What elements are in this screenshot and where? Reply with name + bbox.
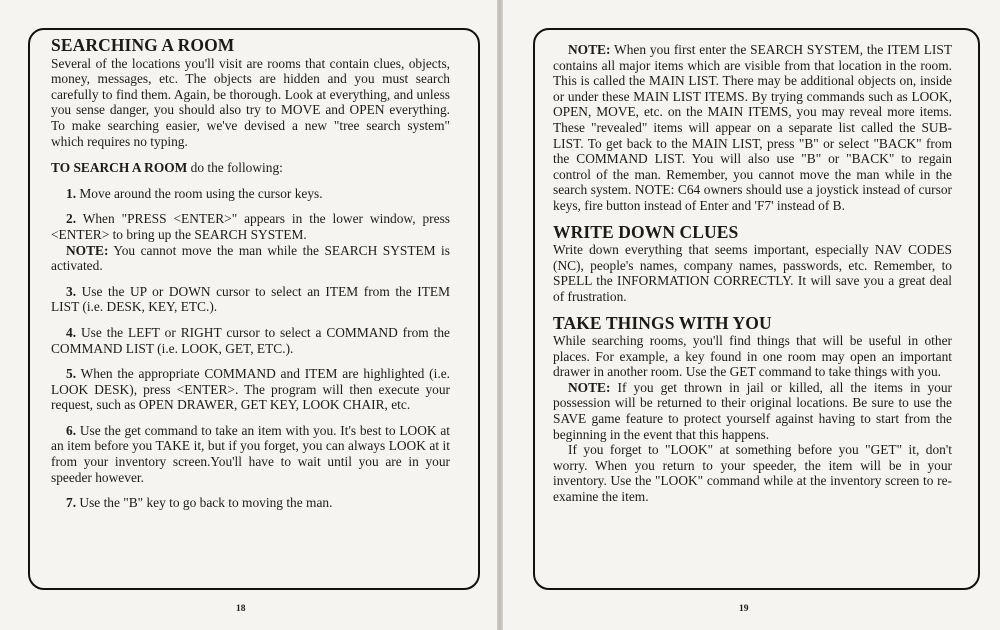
step-text: Use the get command to take an item with you. It's best to LOOK at an item before you TAKE it, but if you forget, you can always LOOK at it from your inventory screen.You'll have to wait until you are in your speeder however. xyxy=(51,422,450,485)
step-3 xyxy=(51,284,450,315)
step-1 xyxy=(51,186,450,202)
step-4 xyxy=(51,325,450,356)
intro-paragraph: Several of the locations you'll visit are rooms that contain clues, objects, money, messages, etc. The objects are hidden and you must search carefully to find them. Again, be thorough. Look at everything, and unless you sense danger, you should also try to MOVE and OPEN everything. To make searching easier, we've devised a new "tree search system" which requires no typing. xyxy=(51,55,450,149)
to-search-label: TO SEARCH A ROOM xyxy=(51,160,188,176)
clues-paragraph: Write down everything that seems important, especially NAV CODES (NC), people's names, company names, passwords, etc. Remember, to SPELL the INFORMATION CORRECTLY. It will save you a great deal of frustration. xyxy=(553,242,952,304)
heading-write-down-clues: WRITE DOWN CLUES xyxy=(553,221,739,242)
step-number: 3. xyxy=(66,283,77,299)
note-label: NOTE: xyxy=(568,42,611,57)
take-paragraph: While searching rooms, you'll find things that will be useful in other places. For example, a key found in one room may open an important drawer in another room. Use the GET command to take things with you. xyxy=(553,333,952,380)
heading-take-things-with-you: TAKE THINGS WITH YOU xyxy=(553,312,772,333)
to-search-rest: do the following: xyxy=(187,160,283,176)
step-number: 7. xyxy=(66,495,77,511)
note-jail xyxy=(553,380,952,442)
step-2 xyxy=(51,211,450,242)
step-number: 5. xyxy=(66,366,77,382)
step-text: Use the UP or DOWN cursor to select an ITEM from the ITEM LIST (i.e. DESK, KEY, ETC.). xyxy=(51,283,450,315)
left-bordered-panel xyxy=(28,28,480,590)
step-number: 2. xyxy=(66,211,77,227)
step-number: 1. xyxy=(66,185,77,201)
left-page xyxy=(0,0,497,630)
right-bordered-panel xyxy=(533,28,980,590)
note-text: You cannot move the man while the SEARCH SYSTEM is activated. xyxy=(51,242,450,274)
step-5 xyxy=(51,366,450,413)
step-6 xyxy=(51,423,450,485)
note-main-list xyxy=(553,42,952,214)
note-label: NOTE: xyxy=(66,242,109,258)
step-text: When "PRESS <ENTER>" appears in the lower window, press <ENTER> to bring up the SEARCH SYSTEM. xyxy=(51,211,450,242)
right-page xyxy=(503,0,1000,630)
heading-searching-a-room: SEARCHING A ROOM xyxy=(51,35,235,55)
step-text: Use the LEFT or RIGHT cursor to select a COMMAND from the COMMAND LIST (i.e. LOOK, GET, ETC.). xyxy=(51,324,450,356)
step-number: 6. xyxy=(66,422,77,438)
forget-paragraph: If you forget to "LOOK" at something before you "GET" it, don't worry. When you return to your speeder, the item will be in your inventory. Use the "LOOK" command while at the inventory screen to re-examine the item. xyxy=(553,442,952,505)
step-text: Use the "B" key to go back to moving the man. xyxy=(76,495,333,511)
note-text: When you first enter the SEARCH SYSTEM, the ITEM LIST contains all major items which are visible from that location in the room. This is called the MAIN LIST. There may be additional objects on, inside or under these MAIN LIST ITEMS. By trying commands such as LOOK, OPEN, MOVE, etc. on the MAIN ITEMS, you may reveal more items. These "revealed" items will appear on a separate list called the SUB-LIST. To get back to the MAIN LIST, press "B" or select "BACK" from the COMMAND LIST. You will also use "B" or "BACK" to regain control of the man. Remember, you cannot move the man while in the search system. NOTE: C64 owners should use a joystick instead of cursor keys, fire button instead of Enter and 'F7' instead of B. xyxy=(553,42,952,213)
step-number: 4. xyxy=(66,324,77,340)
step-text: Move around the room using the cursor keys. xyxy=(76,185,323,201)
page-number-19: 19 xyxy=(739,604,749,614)
note-label: NOTE: xyxy=(568,379,611,395)
step-text: When the appropriate COMMAND and ITEM are highlighted (i.e. LOOK DESK), press <ENTER>. The program will then execute your request, such as OPEN DRAWER, GET KEY, LOOK CHAIR, etc. xyxy=(51,366,450,413)
note-search-system xyxy=(51,243,450,274)
note-text: If you get thrown in jail or killed, all the items in your possession will be returned to their original locations. Be sure to use the SAVE game feature to protect yourself against having to start from the beginning in the event that this happens. xyxy=(553,379,952,442)
page-number-18: 18 xyxy=(236,604,246,614)
to-search-line xyxy=(51,160,450,176)
step-7 xyxy=(51,495,450,511)
